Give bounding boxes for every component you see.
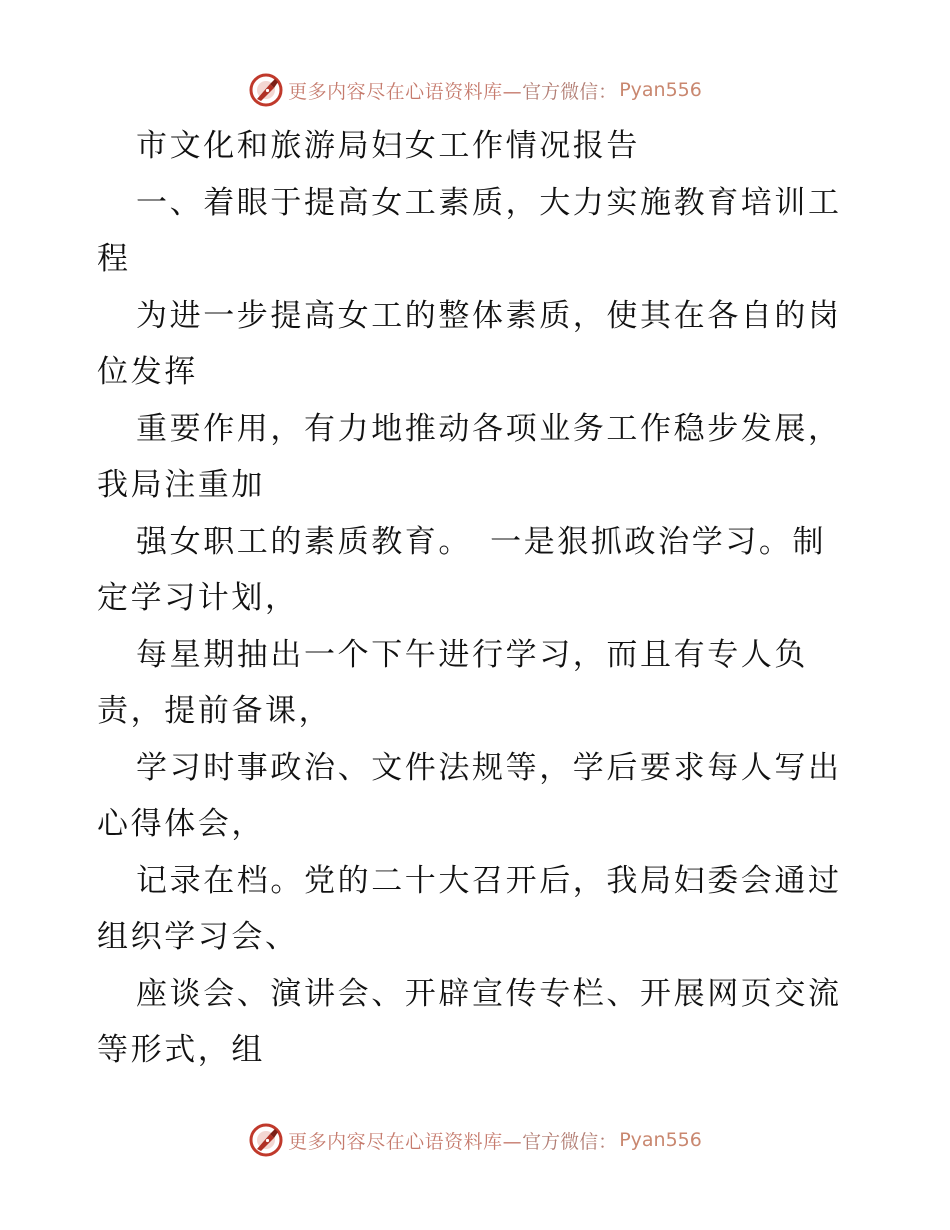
paragraph: 强女职工的素质教育。 一是狠抓政治学习。制定学习计划， bbox=[97, 523, 827, 616]
watermark-wechat-label: 官方微信： bbox=[522, 80, 618, 103]
watermark-account-id: Pyan556 bbox=[619, 79, 702, 101]
paragraph: 座谈会、演讲会、开辟宣传专栏、开展网页交流等形式，组 bbox=[97, 975, 842, 1068]
document-title: 市文化和旅游局妇女工作情况报告 bbox=[136, 128, 640, 164]
pen-nib-logo-icon bbox=[248, 72, 284, 108]
pen-nib-logo-icon bbox=[248, 1122, 284, 1158]
footer-watermark bbox=[0, 1120, 950, 1160]
paragraph: 记录在档。党的二十大召开后，我局妇委会通过组织学习会、 bbox=[97, 862, 842, 955]
paragraph: 一、着眼于提高女工素质，大力实施教育培训工程 bbox=[97, 184, 842, 277]
header-watermark bbox=[0, 70, 950, 110]
watermark-wechat-label: 官方微信： bbox=[522, 1130, 618, 1153]
watermark-site-text: 更多内容尽在心语资料库— bbox=[288, 80, 523, 103]
watermark-site-text: 更多内容尽在心语资料库— bbox=[288, 1130, 523, 1153]
paragraph: 学习时事政治、文件法规等，学后要求每人写出心得体会， bbox=[97, 749, 842, 842]
paragraph: 重要作用，有力地推动各项业务工作稳步发展，我局注重加 bbox=[97, 410, 842, 503]
paragraph: 每星期抽出一个下午进行学习，而且有专人负责，提前备课， bbox=[97, 636, 808, 729]
paragraph: 为进一步提高女工的整体素质，使其在各自的岗位发挥 bbox=[97, 297, 842, 390]
document-body bbox=[97, 118, 857, 1079]
watermark-account-id: Pyan556 bbox=[619, 1129, 702, 1151]
